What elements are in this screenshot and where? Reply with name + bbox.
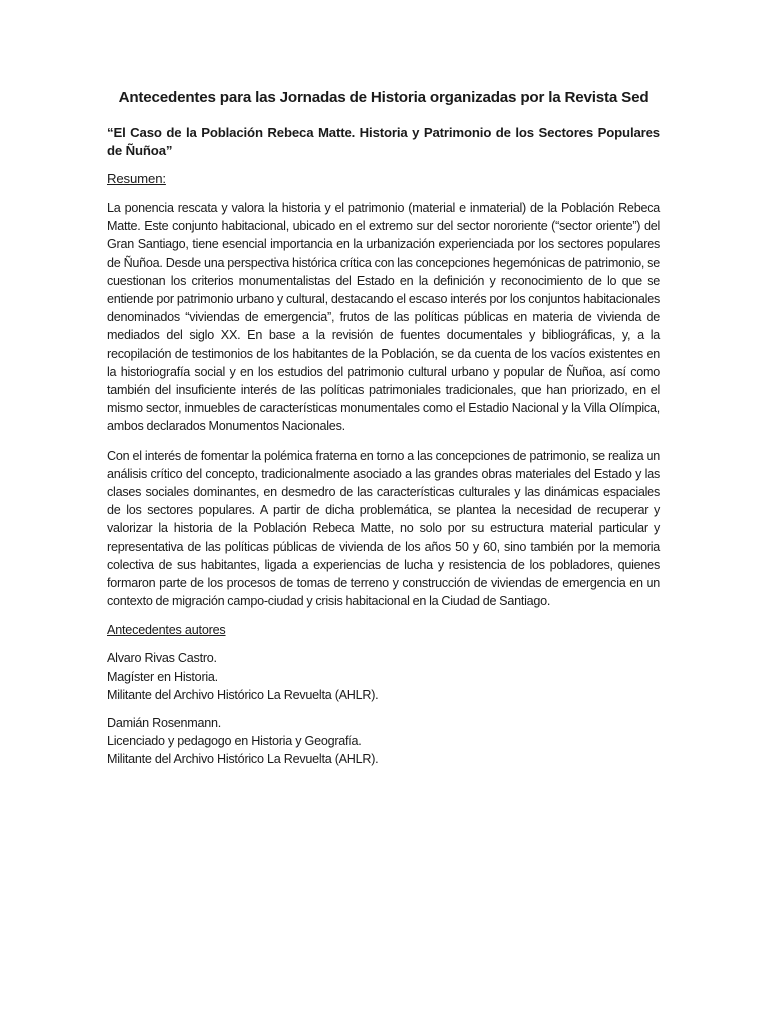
author-block [107, 714, 660, 769]
document-title: Antecedentes para las Jornadas de Historia organizadas por la Revista Sed [118, 89, 649, 106]
author-affiliation: Militante del Archivo Histórico La Revuelta (AHLR). [107, 687, 379, 702]
summary-paragraph-1: La ponencia rescata y valora la historia y el patrimonio (material e inmaterial) de la Población Rebeca Matte. Este conjunto habitacional, ubicado en el extremo sur del sector nororiente (“sector oriente”) del Gran Santiago, tiene esencial importancia en la urbanización experienciada por los sectores populares de Ñuñoa. Desde una perspectiva histórica crítica con las concepciones hegemónicas de patrimonio, se cuestionan los criterios monumentalistas del Estado en la definición y reconocimiento de lo que se entiende por patrimonio urbano y cultural, destacando el escaso interés por los conjuntos habitacionales denominados “viviendas de emergencia”, frutos de las políticas públicas en materia de vivienda de mediados del siglo XX. En base a la revisión de fuentes documentales y bibliográficas, y, a la recopilación de testimonios de los habitantes de la Población, se da cuenta de los vacíos existentes en la historiografía social y en los estudios del patrimonio cultural urbano y popular de Ñuñoa, así como también del insuficiente interés de las políticas patrimoniales tradicionales, que han priorizado, en el mismo sector, inmuebles de características monumentales como el Estadio Nacional y la Villa Olímpica, ambos declarados Monumentos Nacionales. [107, 201, 660, 434]
authors-heading: Antecedentes autores [107, 623, 226, 638]
document-subtitle: “El Caso de la Población Rebeca Matte. Historia y Patrimonio de los Sectores Populares de Ñuñoa” [107, 125, 660, 158]
author-affiliation: Militante del Archivo Histórico La Revuelta (AHLR). [107, 752, 379, 767]
author-degree: Magíster en Historia. [107, 669, 218, 684]
author-name: Alvaro Rivas Castro. [107, 651, 217, 666]
summary-heading: Resumen: [107, 171, 166, 186]
author-name: Damián Rosenmann. [107, 716, 222, 731]
document-page [107, 88, 660, 779]
author-block [107, 649, 660, 704]
summary-paragraph-2: Con el interés de fomentar la polémica fraterna en torno a las concepciones de patrimonio, se realiza un análisis crítico del concepto, tradicionalmente asociado a las grandes obras materiales del Estado y las clases sociales dominantes, en desmedro de las características culturales y las dinámicas espaciales de los sectores populares. A partir de dicha problemática, se plantea la necesidad de recuperar y valorizar la historia de la Población Rebeca Matte, no solo por su estructura material particular y representativa de las políticas públicas de vivienda de los años 50 y 60, sino también por la memoria colectiva de sus habitantes, ligada a experiencias de lucha y resistencia de los pobladores, quienes formaron parte de los procesos de tomas de terreno y construcción de viviendas de emergencia en un contexto de migración campo-ciudad y crisis habitacional en la Ciudad de Santiago. [107, 448, 660, 609]
author-degree: Licenciado y pedagogo en Historia y Geografía. [107, 734, 362, 749]
